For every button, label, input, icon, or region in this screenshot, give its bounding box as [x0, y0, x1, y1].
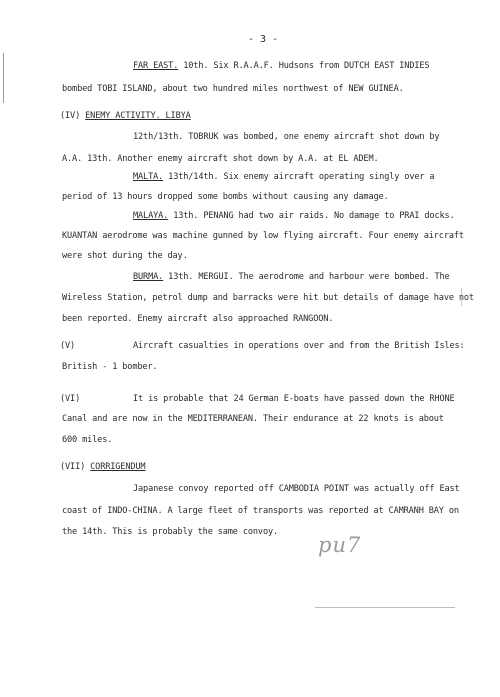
malaya-line-3: were shot during the day.: [62, 251, 188, 261]
libya-line-1: 12th/13th. TOBRUK was bombed, one enemy aircraft shot down by: [133, 132, 440, 142]
section-iv-heading-line: (IV) ENEMY ACTIVITY. LIBYA: [60, 111, 191, 121]
malaya-line-1: MALAYA. 13th. PENANG had two air raids. No damage to PRAI docks.: [133, 211, 455, 221]
malta-line-1: MALTA. 13th/14th. Six enemy aircraft operating singly over a: [133, 172, 435, 182]
section-vii-line-3: the 14th. This is probably the same convoy.: [62, 527, 279, 537]
far-east-heading: FAR EAST.: [133, 61, 179, 71]
page-number: - 3 -: [248, 34, 279, 45]
margin-mark: [3, 53, 4, 103]
section-vii-heading-line: (VII) CORRIGENDUM: [60, 462, 146, 472]
malaya-line-2: KUANTAN aerodrome was machine gunned by low flying aircraft. Four enemy aircraft: [62, 231, 464, 241]
burma-heading: BURMA.: [133, 272, 164, 282]
burma-line-1: BURMA. 13th. MERGUI. The aerodrome and harbour were bombed. The: [133, 272, 450, 282]
section-vi-line-3: 600 miles.: [62, 435, 113, 445]
section-v-number: (V): [60, 341, 76, 351]
far-east-line-2: bombed TOBI ISLAND, about two hundred miles northwest of NEW GUINEA.: [62, 84, 404, 94]
section-v-line-1: Aircraft casualties in operations over and from the British Isles:: [133, 341, 465, 351]
section-vii-line-1: Japanese convoy reported off CAMBODIA POINT was actually off East: [133, 484, 460, 494]
section-vi-line-2: Canal and are now in the MEDITERRANEAN. Their endurance at 22 knots is about: [62, 414, 444, 424]
malta-line-2: period of 13 hours dropped some bombs without causing any damage.: [62, 192, 389, 202]
horizontal-rule: [315, 607, 455, 608]
section-vii-line-2: coast of INDO-CHINA. A large fleet of transports was reported at CAMRANH BAY on: [62, 506, 459, 516]
burma-line-2: Wireless Station, petrol dump and barracks were hit but details of damage have not: [62, 293, 474, 303]
malaya-heading: MALAYA.: [133, 211, 169, 221]
section-vi-line-1: It is probable that 24 German E-boats have passed down the RHONE: [133, 394, 455, 404]
section-vi-number: (VI): [60, 394, 81, 404]
malta-heading: MALTA.: [133, 172, 164, 182]
libya-line-2: A.A. 13th. Another enemy aircraft shot down by A.A. at EL ADEM.: [62, 154, 379, 164]
far-east-line-1: FAR EAST. 10th. Six R.A.A.F. Hudsons from DUTCH EAST INDIES: [133, 61, 430, 71]
section-vii-heading: CORRIGENDUM: [90, 462, 146, 472]
handwritten-note: pu7: [318, 533, 362, 557]
burma-line-3: been reported. Enemy aircraft also approached RANGOON.: [62, 314, 334, 324]
section-v-line-2: British - 1 bomber.: [62, 362, 158, 372]
section-iv-heading: ENEMY ACTIVITY. LIBYA: [85, 111, 191, 121]
